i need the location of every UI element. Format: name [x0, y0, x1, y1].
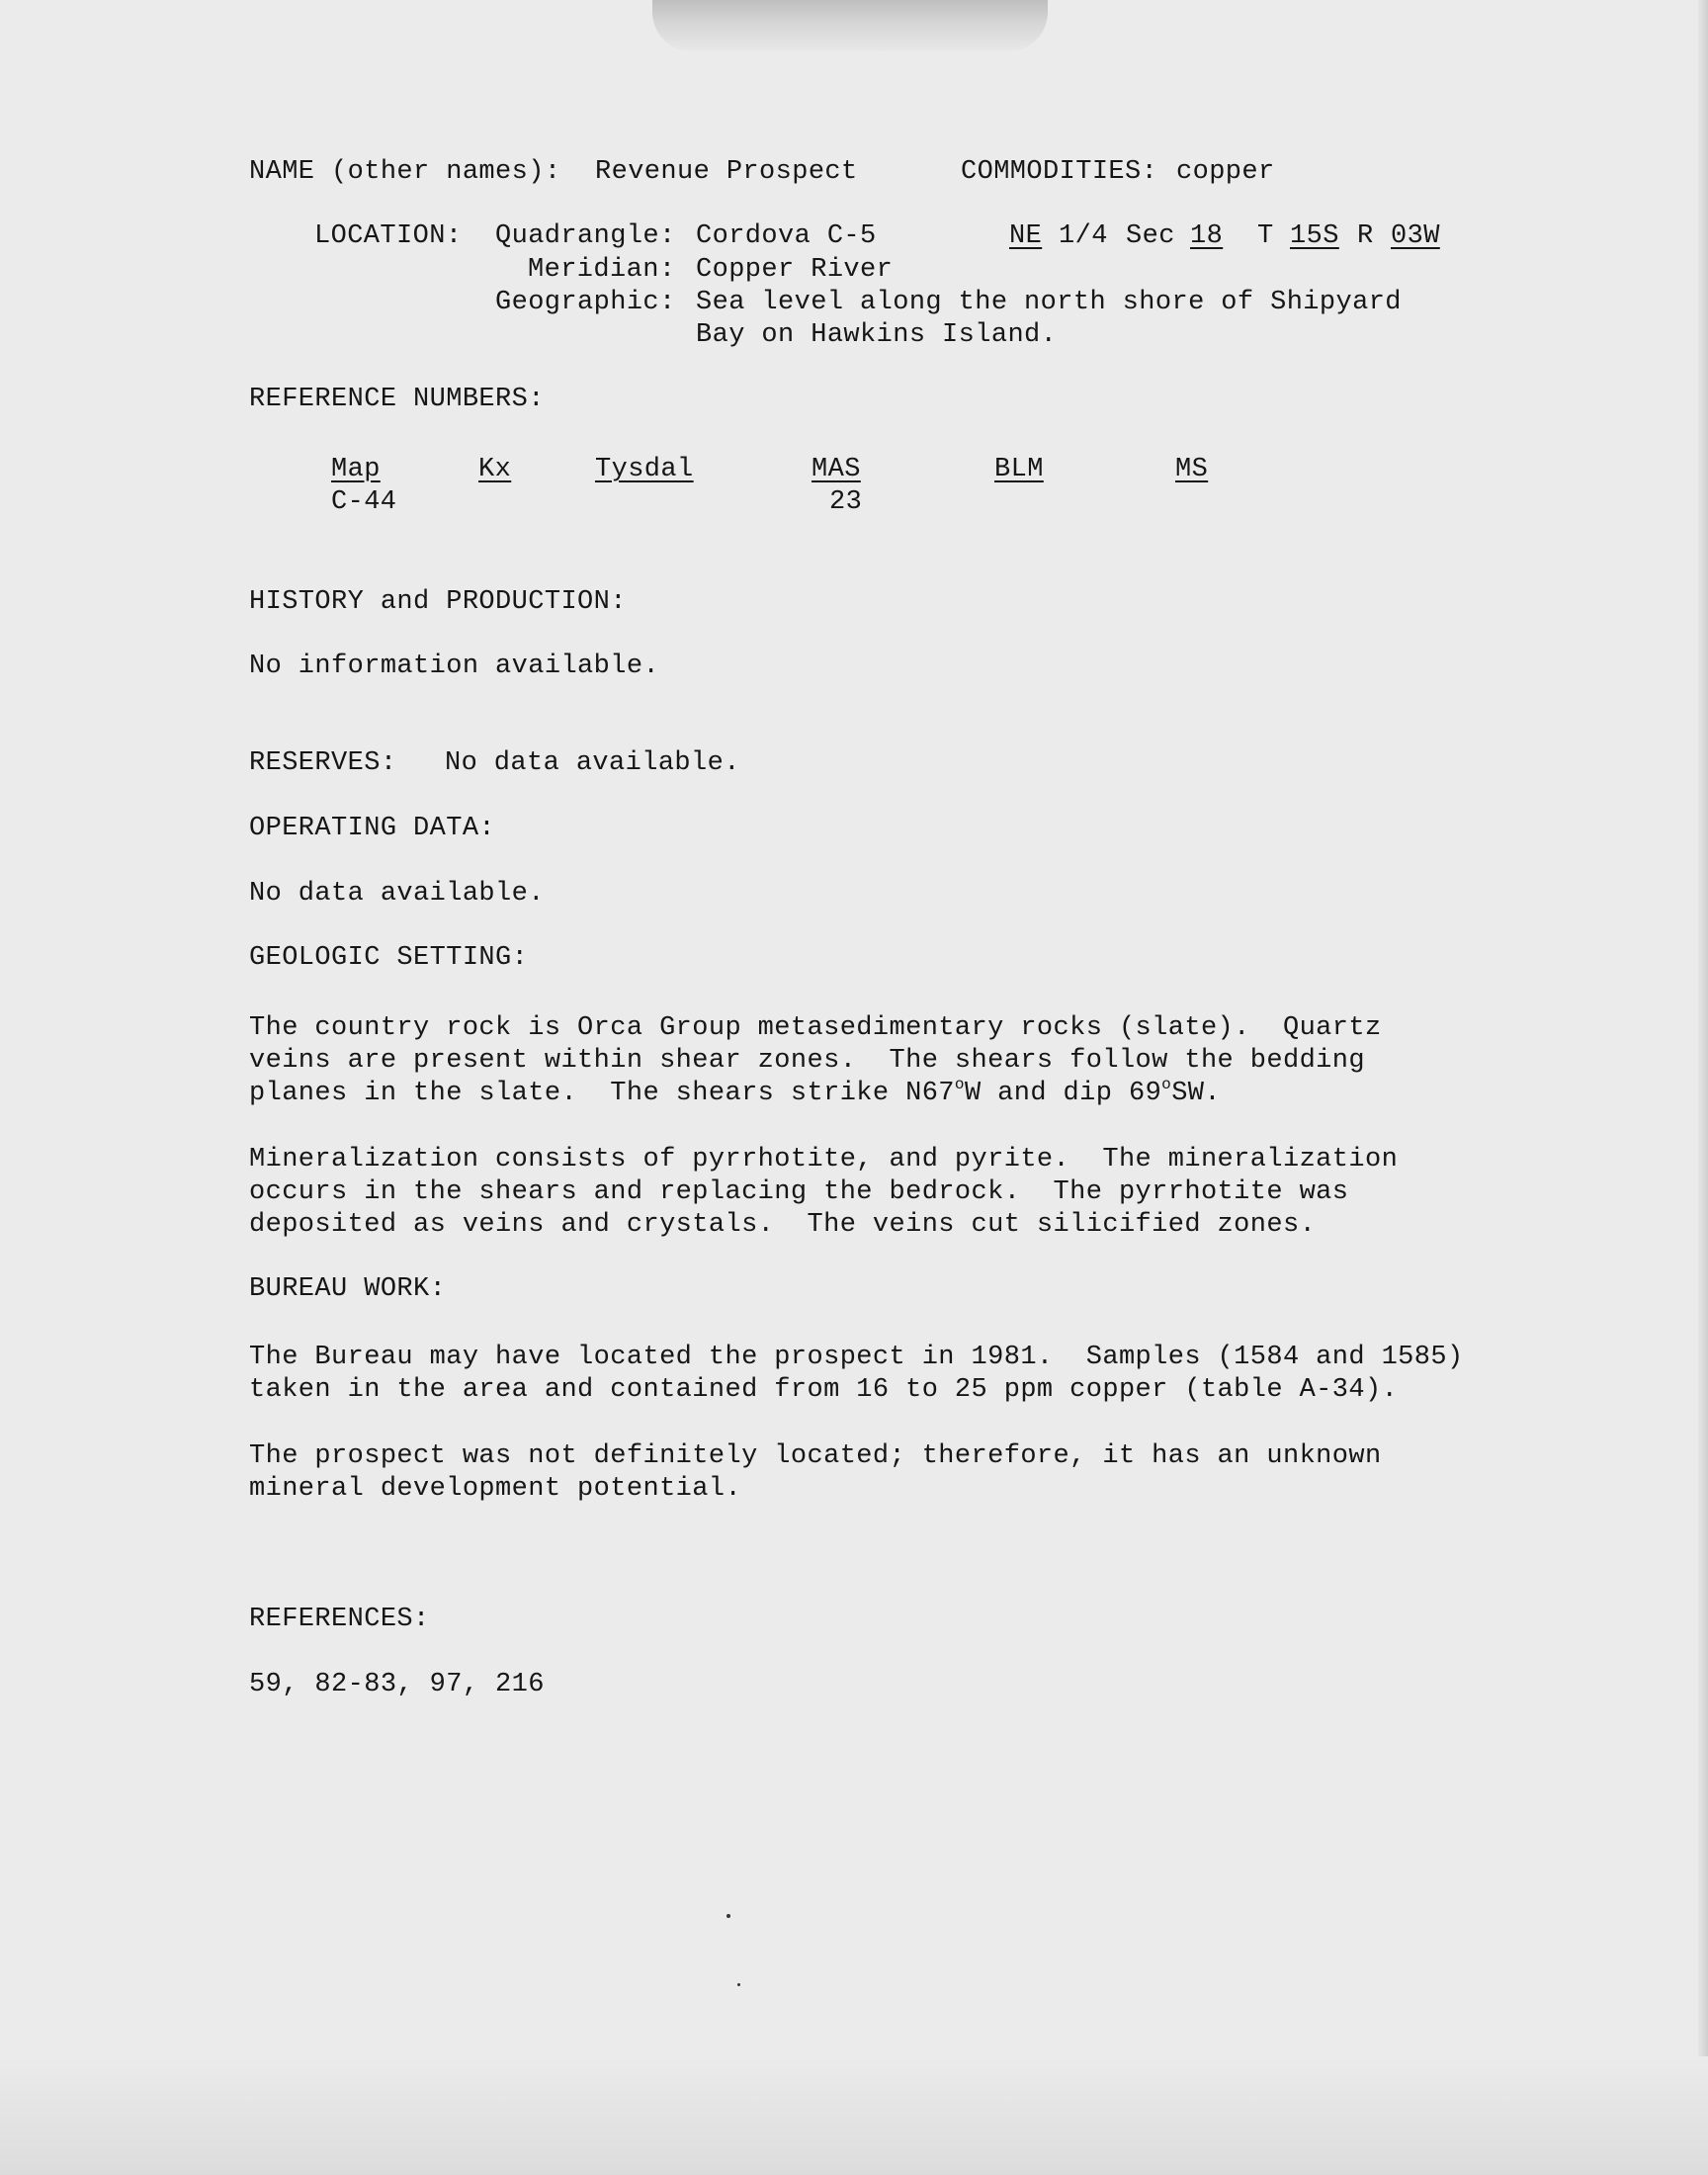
- bureau-paragraph-2-line-2: mineral development potential.: [249, 1474, 742, 1504]
- meridian-label: Meridian:: [528, 255, 676, 285]
- commodities-value: copper: [1176, 157, 1275, 187]
- reference-numbers-heading: REFERENCE NUMBERS:: [249, 385, 545, 414]
- commodities-label: COMMODITIES:: [961, 157, 1158, 187]
- geologic-paragraph-2-line-1: Mineralization consists of pyrrhotite, and pyrite. The mineralization: [249, 1145, 1399, 1174]
- history-text: No information available.: [249, 652, 660, 681]
- scan-speck: [726, 1914, 730, 1918]
- scan-edge-right: [1698, 0, 1708, 2175]
- sec-label: Sec: [1126, 221, 1175, 251]
- references-heading: REFERENCES:: [249, 1605, 430, 1634]
- section-number: 18: [1190, 221, 1224, 251]
- quadrangle-label: Quadrangle:: [495, 221, 676, 251]
- scan-edge-bottom: [0, 2056, 1708, 2175]
- references-text: 59, 82-83, 97, 216: [249, 1670, 545, 1699]
- geologic-line-3-part-a: planes in the slate. The shears strike N67: [249, 1079, 955, 1108]
- bureau-paragraph-1-line-1: The Bureau may have located the prospect in 1981. Samples (1584 and 1585): [249, 1343, 1464, 1372]
- geologic-paragraph-1-line-1: The country rock is Orca Group metasedimentary rocks (slate). Quartz: [249, 1013, 1382, 1043]
- geologic-line-3-part-c: SW.: [1171, 1079, 1221, 1108]
- ref-col-header-blm: BLM: [994, 455, 1044, 484]
- meridian-value: Copper River: [696, 255, 894, 285]
- degree-sign: o: [954, 1076, 965, 1093]
- name-value: Revenue Prospect: [595, 157, 858, 187]
- geographic-label: Geographic:: [495, 288, 676, 317]
- quadrangle-value: Cordova C-5: [696, 221, 877, 251]
- ref-col-header-ms: MS: [1175, 455, 1209, 484]
- ref-col-value-map: C-44: [331, 487, 397, 517]
- geologic-paragraph-1-line-3: [249, 1078, 1221, 1110]
- location-label: LOCATION:: [314, 221, 463, 251]
- history-heading: HISTORY and PRODUCTION:: [249, 587, 627, 617]
- geographic-line-2: Bay on Hawkins Island.: [696, 320, 1058, 350]
- ref-col-header-tysdal: Tysdal: [595, 455, 694, 484]
- ref-col-header-kx: Kx: [478, 455, 512, 484]
- geologic-paragraph-2-line-2: occurs in the shears and replacing the bedrock. The pyrrhotite was: [249, 1177, 1349, 1207]
- bureau-heading: BUREAU WORK:: [249, 1274, 447, 1304]
- name-label: NAME (other names):: [249, 157, 561, 187]
- township-label: T: [1257, 221, 1274, 251]
- bureau-paragraph-2-line-1: The prospect was not definitely located; therefore, it has an unknown: [249, 1441, 1382, 1471]
- geologic-line-3-part-b: W and dip 69: [964, 1079, 1162, 1108]
- ref-col-header-map: Map: [331, 455, 381, 484]
- ref-col-header-mas: MAS: [811, 455, 861, 484]
- geologic-paragraph-1-line-2: veins are present within shear zones. The shears follow the bedding: [249, 1046, 1365, 1076]
- bureau-paragraph-1-line-2: taken in the area and contained from 16 to 25 ppm copper (table A-34).: [249, 1375, 1399, 1405]
- geologic-heading: GEOLOGIC SETTING:: [249, 943, 529, 973]
- scan-speck: [737, 1983, 740, 1986]
- operating-text: No data available.: [249, 879, 545, 909]
- range-value: 03W: [1391, 221, 1440, 251]
- geologic-paragraph-2-line-3: deposited as veins and crystals. The veins cut silicified zones.: [249, 1210, 1317, 1240]
- degree-sign: o: [1161, 1076, 1172, 1093]
- ref-col-value-mas: 23: [829, 487, 863, 517]
- scan-shadow-top: [652, 0, 1048, 51]
- quarter-section: NE: [1009, 221, 1043, 251]
- geographic-line-1: Sea level along the north shore of Shipyard: [696, 288, 1402, 317]
- quarter-fraction: 1/4: [1059, 221, 1108, 251]
- township-value: 15S: [1290, 221, 1339, 251]
- reserves-text: No data available.: [445, 748, 740, 778]
- reserves-label: RESERVES:: [249, 748, 397, 778]
- operating-heading: OPERATING DATA:: [249, 814, 496, 843]
- range-label: R: [1357, 221, 1374, 251]
